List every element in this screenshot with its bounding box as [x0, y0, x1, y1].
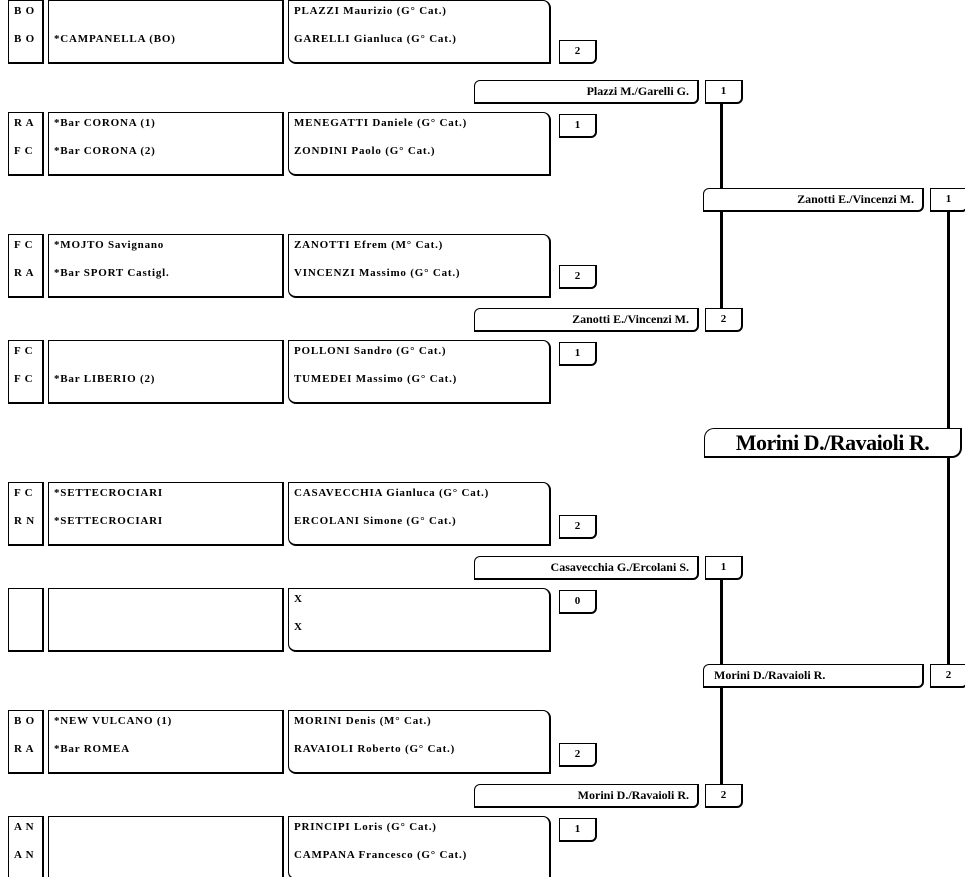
round2-score-1: 1 [705, 80, 743, 104]
round3-score-2: 2 [930, 664, 965, 688]
match-1-province-1: B O [14, 5, 36, 17]
match-3-province-2: R A [14, 267, 35, 279]
round2-score-4: 2 [705, 784, 743, 808]
match-5-club-box [48, 482, 284, 546]
match-7-club-box [48, 710, 284, 774]
match-7-club-1: *NEW VULCANO (1) [54, 715, 173, 727]
match-4-player-1: POLLONI Sandro (G° Cat.) [294, 345, 447, 357]
match-2-player-1: MENEGATTI Daniele (G° Cat.) [294, 117, 468, 129]
match-6-province-box [8, 588, 44, 652]
match-3-club-box [48, 234, 284, 298]
match-7-player-1: MORINI Denis (M° Cat.) [294, 715, 432, 727]
match-5-province-2: R N [14, 515, 36, 527]
match-1-score: 2 [559, 40, 597, 64]
round3-score-1: 1 [930, 188, 965, 212]
match-6-club-box [48, 588, 284, 652]
match-5-score: 2 [559, 515, 597, 539]
match-7-province-box [8, 710, 44, 774]
round3-winner-1: Zanotti E./Vincenzi M. [703, 188, 924, 212]
match-4-score: 1 [559, 342, 597, 366]
match-5-player-1: CASAVECCHIA Gianluca (G° Cat.) [294, 487, 490, 499]
match-7-players-box [288, 710, 551, 774]
match-3-score: 2 [559, 265, 597, 289]
connector-line [947, 458, 950, 664]
match-8-player-1: PRINCIPI Loris (G° Cat.) [294, 821, 437, 833]
match-4-province-1: F C [14, 345, 34, 357]
match-5-player-2: ERCOLANI Simone (G° Cat.) [294, 515, 457, 527]
match-1-club-2: *CAMPANELLA (BO) [54, 33, 176, 45]
round2-score-2: 2 [705, 308, 743, 332]
match-5-players-box [288, 482, 551, 546]
match-6-players-box [288, 588, 551, 652]
match-8-player-2: CAMPANA Francesco (G° Cat.) [294, 849, 468, 861]
round2-winner-1: Plazzi M./Garelli G. [474, 80, 699, 104]
match-3-province-box [8, 234, 44, 298]
match-2-province-1: R A [14, 117, 35, 129]
connector-line [720, 580, 723, 664]
match-8-club-box [48, 816, 284, 877]
match-4-players-box [288, 340, 551, 404]
match-8-score: 1 [559, 818, 597, 842]
match-4-player-2: TUMEDEI Massimo (G° Cat.) [294, 373, 458, 385]
match-4-club-2: *Bar LIBERIO (2) [54, 373, 156, 385]
match-8-province-box [8, 816, 44, 877]
match-1-players-box [288, 0, 551, 64]
match-3-club-2: *Bar SPORT Castigl. [54, 267, 170, 279]
round2-winner-2: Zanotti E./Vincenzi M. [474, 308, 699, 332]
match-2-club-2: *Bar CORONA (2) [54, 145, 156, 157]
match-2-province-2: F C [14, 145, 34, 157]
match-7-score: 2 [559, 743, 597, 767]
match-7-province-1: B O [14, 715, 36, 727]
round2-winner-3: Casavecchia G./Ercolani S. [474, 556, 699, 580]
match-5-club-1: *SETTECROCIARI [54, 487, 164, 499]
match-4-province-2: F C [14, 373, 34, 385]
connector-line [720, 104, 723, 188]
match-4-club-box [48, 340, 284, 404]
match-3-club-1: *MOJTO Savignano [54, 239, 165, 251]
match-5-province-1: F C [14, 487, 34, 499]
round2-score-3: 1 [705, 556, 743, 580]
match-5-club-2: *SETTECROCIARI [54, 515, 164, 527]
match-2-score: 1 [559, 114, 597, 138]
connector-line [720, 688, 723, 784]
match-6-score: 0 [559, 590, 597, 614]
connector-line [947, 212, 950, 428]
round2-winner-4: Morini D./Ravaioli R. [474, 784, 699, 808]
match-2-province-box [8, 112, 44, 176]
match-2-player-2: ZONDINI Paolo (G° Cat.) [294, 145, 436, 157]
match-8-province-2: A N [14, 849, 35, 861]
match-6-player-2: X [294, 621, 303, 633]
match-1-province-box [8, 0, 44, 64]
round3-winner-2: Morini D./Ravaioli R. [703, 664, 924, 688]
match-3-player-1: ZANOTTI Efrem (M° Cat.) [294, 239, 444, 251]
match-2-club-1: *Bar CORONA (1) [54, 117, 156, 129]
match-1-player-2: GARELLI Gianluca (G° Cat.) [294, 33, 457, 45]
match-3-players-box [288, 234, 551, 298]
match-7-player-2: RAVAIOLI Roberto (G° Cat.) [294, 743, 456, 755]
match-1-club-box [48, 0, 284, 64]
match-8-players-box [288, 816, 551, 877]
match-8-province-1: A N [14, 821, 35, 833]
connector-line [720, 212, 723, 308]
match-7-province-2: R A [14, 743, 35, 755]
match-4-province-box [8, 340, 44, 404]
match-3-province-1: F C [14, 239, 34, 251]
match-1-player-1: PLAZZI Maurizio (G° Cat.) [294, 5, 447, 17]
match-6-player-1: X [294, 593, 303, 605]
match-5-province-box [8, 482, 44, 546]
match-3-player-2: VINCENZI Massimo (G° Cat.) [294, 267, 461, 279]
champion-box: Morini D./Ravaioli R. [704, 428, 962, 458]
match-2-club-box [48, 112, 284, 176]
match-1-province-2: B O [14, 33, 36, 45]
match-2-players-box [288, 112, 551, 176]
match-7-club-2: *Bar ROMEA [54, 743, 130, 755]
